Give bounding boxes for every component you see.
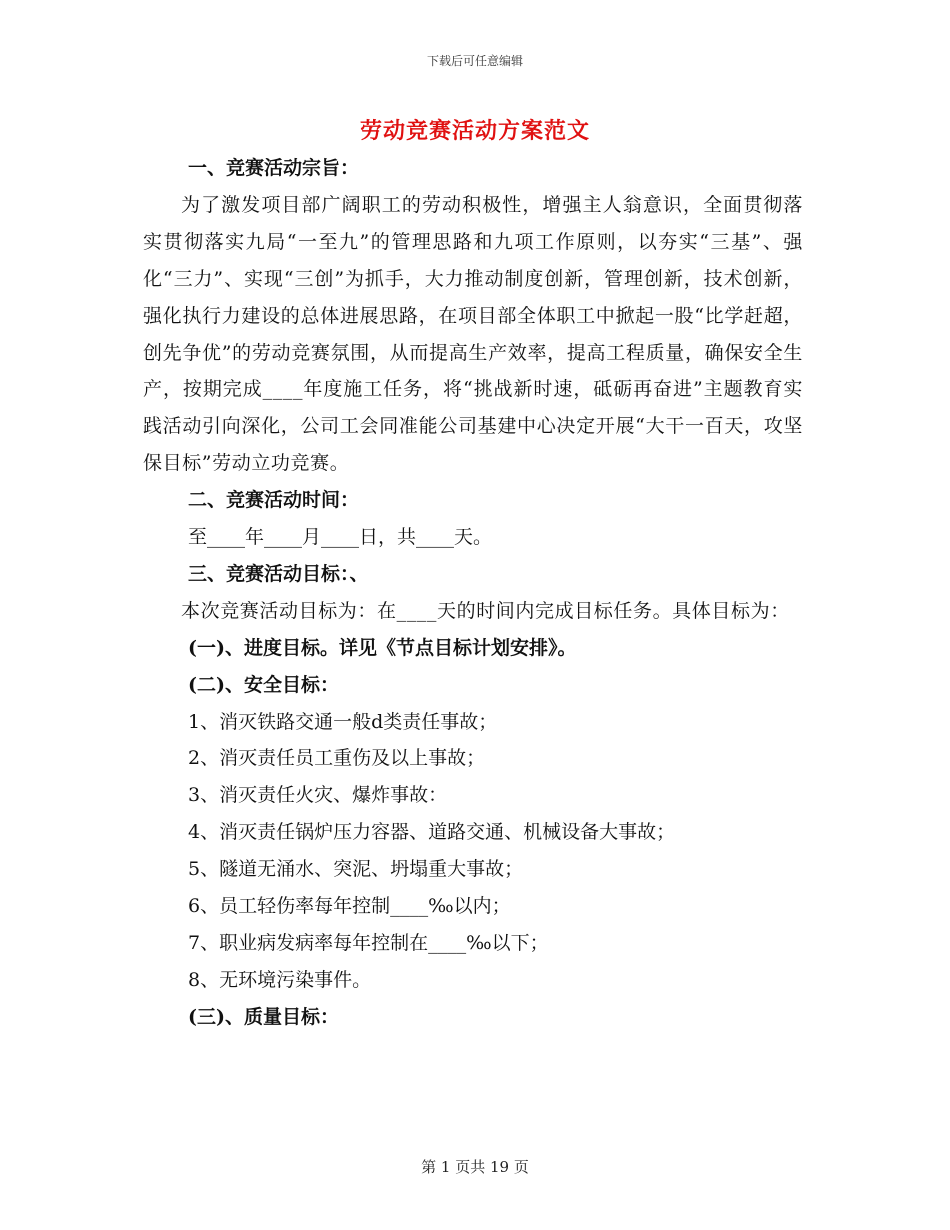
- list-item: 8、无环境污染事件。: [188, 968, 372, 991]
- subheading-safety: (二)、安全目标：: [188, 673, 339, 696]
- section-body-2: 至____年____月____日，共____天。: [188, 526, 493, 549]
- section-body-3: 本次竞赛活动目标为：在____天的时间内完成目标任务。具体目标为：: [181, 599, 790, 622]
- document-title: 劳动竞赛活动方案范文: [359, 118, 590, 144]
- list-item: 2、消灭责任员工重伤及以上事故；: [188, 747, 486, 770]
- list-item: 5、隧道无涌水、突泥、坍塌重大事故；: [188, 858, 524, 881]
- page-header: 下载后可任意编辑: [426, 54, 523, 68]
- section-heading-2: 二、竞赛活动时间：: [188, 489, 360, 512]
- document-body: [143, 150, 803, 1036]
- subheading-progress: (一)、进度目标。详见《节点目标计划安排》。: [188, 636, 577, 659]
- page-footer: 第 1 页共 19 页: [421, 1158, 529, 1176]
- list-item: 1、消灭铁路交通一般d类责任事故；: [188, 710, 498, 733]
- subheading-quality: (三)、质量目标：: [188, 1005, 339, 1028]
- section-body-1: 为了激发项目部广阔职工的劳动积极性，增强主人翁意识，全面贯彻落实贯彻落实九局“一至九”的管理思路和九项工作原则，以夯实“三基”、强化“三力”、实现“三创”为抓手，大力推动制度创新，管理创新，技术创新，强化执行力建设的总体进展思路，在项目部全体职工中掀起一股“比学赶超，创先争优”的劳动竞赛氛围，从而提高生产效率，提高工程质量，确保安全生产，按期完成____年度施工任务，将“挑战新时速，砥砺再奋进”主题教育实践活动引向深化，公司工会同准能公司基建中心决定开展“大干一百天，攻坚保目标”劳动立功竞赛。: [143, 193, 803, 475]
- list-item: 6、员工轻伤率每年控制____‰以内；: [188, 894, 511, 917]
- section-heading-1: 一、竞赛活动宗旨：: [188, 157, 360, 179]
- list-item: 3、消灭责任火灾、爆炸事故：: [188, 784, 448, 807]
- list-item: 4、消灭责任锅炉压力容器、道路交通、机械设备大事故；: [188, 821, 676, 844]
- list-item: 7、职业病发病率每年控制在____‰以下；: [188, 931, 549, 954]
- section-heading-3: 三、竞赛活动目标：、: [188, 562, 369, 585]
